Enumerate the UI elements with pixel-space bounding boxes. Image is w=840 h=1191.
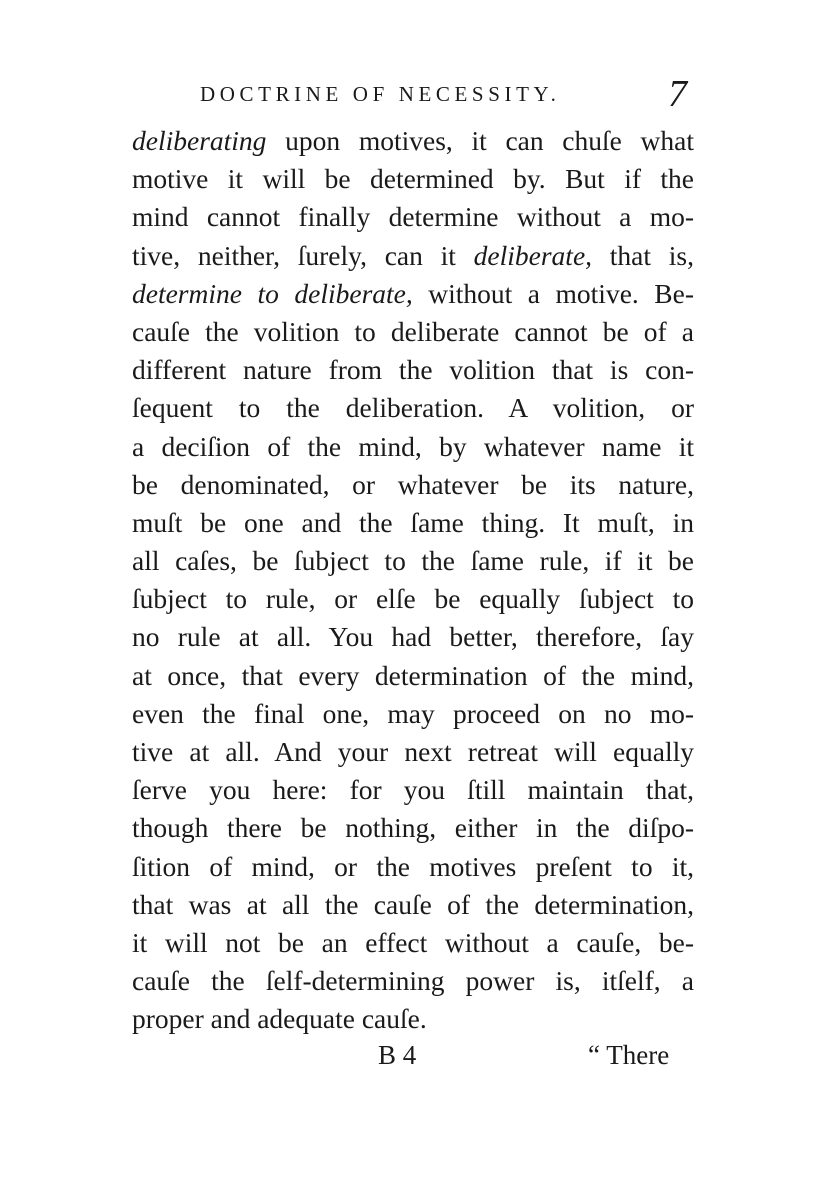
text-line: [132, 351, 694, 389]
line-text: a deciſion of the mind, by whatever name it: [132, 430, 694, 462]
signature-mark: B 4: [378, 1040, 417, 1070]
page-footer: [0, 1040, 840, 1080]
text-line: [132, 122, 694, 160]
line-text: different nature from the volition that is con-: [132, 354, 694, 386]
text-line: [132, 886, 694, 924]
line-text: mind cannot finally determine without a mo-: [132, 201, 694, 233]
line-text: cauſe the volition to deliberate cannot be of a: [132, 315, 694, 347]
text-line: [132, 771, 694, 809]
line-text: motive it will be determined by. But if the: [132, 163, 694, 195]
line-text: that was at all the cauſe of the determination,: [132, 888, 694, 920]
text-line: [132, 237, 694, 275]
text-line: [132, 389, 694, 427]
text-line: [132, 313, 694, 351]
line-text: without a motive. Be-: [412, 277, 694, 309]
text-line: [132, 733, 694, 771]
italic-word: deliberate,: [473, 239, 593, 271]
text-line: [132, 198, 694, 236]
text-line: [132, 809, 694, 847]
text-line: [132, 466, 694, 504]
line-text: tive at all. And your next retreat will equally: [132, 736, 694, 767]
italic-phrase: determine to deliberate,: [132, 277, 413, 309]
line-text: it will not be an effect without a cauſe, be-: [132, 926, 694, 958]
line-text: cauſe the ſelf-determining power is, itſelf, a: [132, 965, 694, 997]
line-text: tive, neither, ſurely, can it: [132, 239, 474, 271]
line-text: ſubject to rule, or elſe be equally ſubject to: [132, 583, 694, 615]
line-text: no rule at all. You had better, therefore, ſay: [132, 621, 694, 653]
body-text: [132, 122, 712, 1039]
line-text: at once, that every determination of the mind,: [132, 659, 694, 691]
text-line: [132, 618, 694, 656]
italic-word: deliberating: [132, 125, 267, 156]
line-text: though there be nothing, either in the diſpo-: [132, 812, 694, 844]
text-line: [132, 428, 694, 466]
text-line: [132, 657, 694, 695]
line-text: ſequent to the deliberation. A volition, or: [132, 392, 694, 424]
catchword: “ There: [588, 1040, 670, 1070]
line-text: ſition of mind, or the motives preſent to it,: [132, 850, 694, 882]
line-text: ſerve you here: for you ſtill maintain that,: [132, 774, 694, 806]
line-text: proper and adequate cauſe.: [132, 1003, 427, 1035]
line-text: even the final one, may proceed on no mo-: [132, 697, 694, 729]
line-text: muſt be one and the ſame thing. It muſt, in: [132, 506, 694, 538]
running-title: DOCTRINE OF NECESSITY.: [200, 82, 561, 106]
text-line: [132, 962, 694, 1000]
text-line: [132, 542, 694, 580]
line-text: that is,: [592, 239, 694, 271]
text-line: [132, 1000, 694, 1038]
text-line: [132, 580, 694, 618]
text-line: [132, 848, 694, 886]
running-head: [0, 73, 840, 116]
text-line: [132, 695, 694, 733]
text-line: [132, 924, 694, 962]
text-line: [132, 504, 694, 542]
line-text: all caſes, be ſubject to the ſame rule, if it be: [132, 545, 694, 577]
text-line: [132, 275, 694, 313]
line-text: upon motives, it can chuſe what: [266, 125, 694, 156]
text-line: [132, 160, 694, 198]
page-number: 7: [668, 73, 687, 115]
line-text: be denominated, or whatever be its nature,: [132, 468, 694, 500]
